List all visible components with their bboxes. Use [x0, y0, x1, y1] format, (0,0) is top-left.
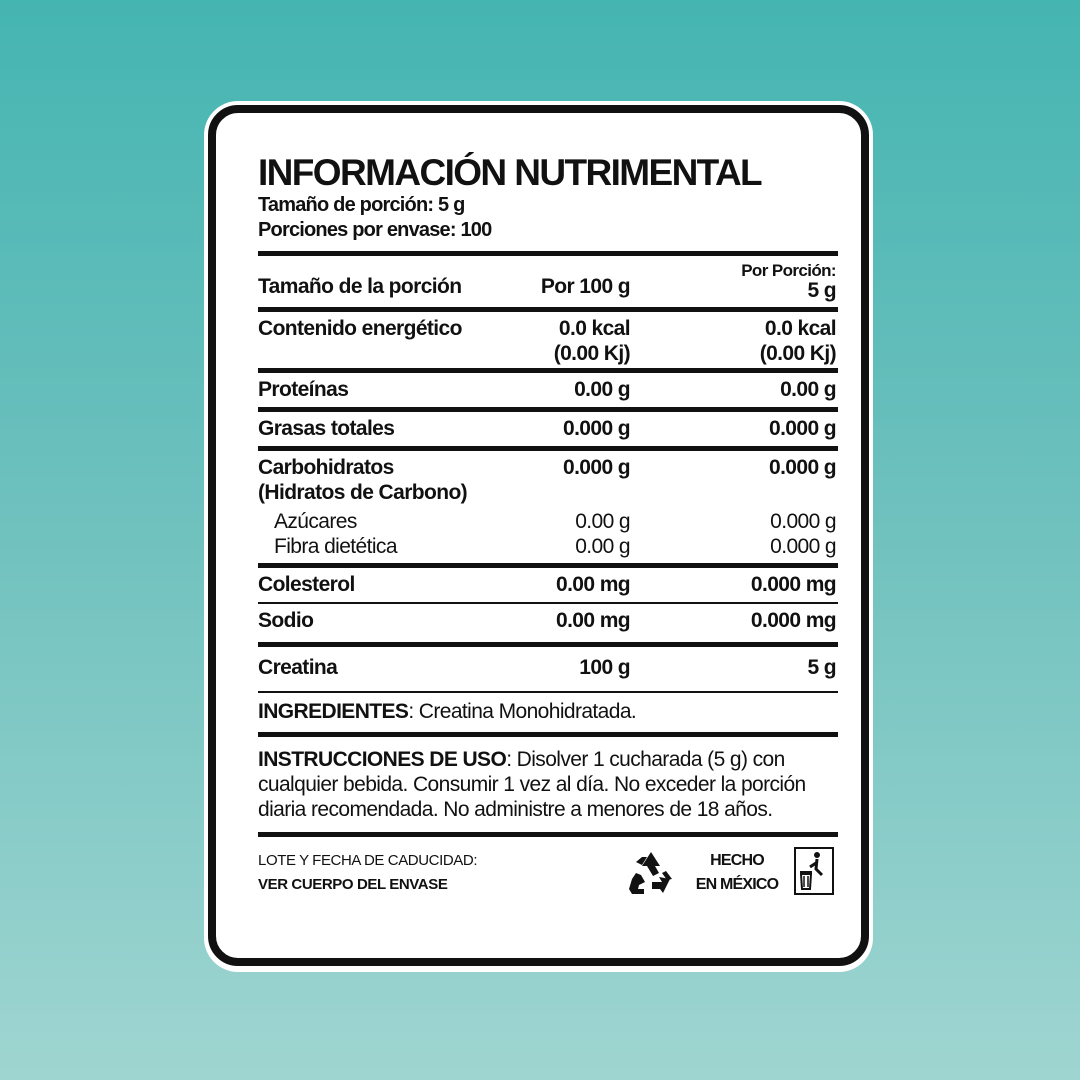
fiber-per-serving: 0.000 g	[770, 535, 836, 558]
carbs-per-serving: 0.000 g	[768, 456, 836, 479]
trash-bin-icon	[794, 847, 834, 895]
lot-info-line2: VER CUERPO DEL ENVASE	[258, 876, 448, 893]
energy-kcal-serving: 0.0 kcal	[764, 317, 836, 340]
carbs-label	[258, 455, 508, 505]
table-row-energy	[258, 312, 838, 368]
servings-per-container: Porciones por envase: 100	[258, 219, 492, 241]
table-row-creatine	[258, 647, 838, 685]
table-row-fats	[258, 412, 838, 446]
instructions-text: : Disolver 1 cucharada (5 g) con cualquier bebida. Consumir 1 vez al día. No exceder la porción diaria recomendada. No administre a menores de 18 años.	[258, 748, 806, 821]
label-title: INFORMACIÓN NUTRIMENTAL	[258, 152, 762, 193]
fats-per-100g: 0.000 g	[562, 417, 630, 440]
ingredients-text: : Creatina Monohidratada.	[408, 700, 637, 723]
header-per-serving-size: 5 g	[807, 279, 836, 302]
sugars-per-serving: 0.000 g	[770, 510, 836, 533]
creatine-per-serving: 5 g	[807, 656, 836, 679]
made-in-line1: HECHO	[710, 852, 764, 869]
ingredients-heading: INGREDIENTES	[258, 700, 409, 723]
instructions	[258, 737, 838, 832]
nutrition-label	[208, 105, 869, 966]
energy-per-100g	[508, 316, 630, 366]
table-row-sodium	[258, 604, 838, 642]
header-label: Tamaño de la porción	[258, 275, 462, 298]
table-row-cholesterol	[258, 568, 838, 602]
label-footer	[258, 849, 838, 929]
proteins-per-serving: 0.00 g	[780, 378, 836, 401]
carbs-main-row	[258, 455, 838, 505]
header-per-serving-label: Por Porción:	[741, 261, 836, 280]
sodium-label: Sodio	[258, 609, 314, 632]
energy-kcal-100g: 0.0 kcal	[558, 317, 630, 340]
label-content	[258, 153, 838, 929]
creatine-label: Creatina	[258, 656, 338, 679]
instructions-heading: INSTRUCCIONES DE USO	[258, 748, 507, 771]
lot-info-line1: LOTE Y FECHA DE CADUCIDAD:	[258, 852, 478, 869]
sugars-label: Azúcares	[274, 510, 357, 533]
fats-per-serving: 0.000 g	[768, 417, 836, 440]
cholesterol-per-100g: 0.00 mg	[555, 573, 630, 596]
header-per-100g: Por 100 g	[540, 275, 630, 298]
fats-label: Grasas totales	[258, 417, 395, 440]
carbs-label-line2: (Hidratos de Carbono)	[258, 481, 468, 504]
energy-kj-serving: (0.00 Kj)	[759, 342, 836, 365]
made-in-line2: EN MÉXICO	[695, 876, 779, 893]
sugars-per-100g: 0.00 g	[575, 510, 630, 533]
ingredients	[258, 693, 838, 732]
sodium-per-serving: 0.000 mg	[750, 609, 836, 632]
energy-label: Contenido energético	[258, 317, 462, 340]
energy-kj-100g: (0.00 Kj)	[553, 342, 630, 365]
cholesterol-label: Colesterol	[258, 573, 355, 596]
proteins-label: Proteínas	[258, 378, 349, 401]
fiber-label: Fibra dietética	[274, 535, 397, 558]
table-row-fiber	[258, 534, 838, 559]
cholesterol-per-serving: 0.000 mg	[750, 573, 836, 596]
made-in-mexico	[682, 849, 792, 897]
table-row-proteins	[258, 373, 838, 407]
table-row-carbs	[258, 451, 838, 563]
proteins-per-100g: 0.00 g	[574, 378, 630, 401]
sodium-per-100g: 0.00 mg	[555, 609, 630, 632]
carbs-per-100g: 0.000 g	[562, 456, 630, 479]
header-per-serving	[630, 261, 836, 301]
recycle-icon	[626, 849, 676, 897]
table-row-sugars	[258, 509, 838, 534]
creatine-per-100g: 100 g	[579, 656, 630, 679]
energy-per-serving	[630, 316, 836, 366]
fiber-per-100g: 0.00 g	[575, 535, 630, 558]
serving-size: Tamaño de porción: 5 g	[258, 194, 465, 216]
table-header-row	[258, 256, 838, 307]
divider	[258, 832, 838, 837]
carbs-label-line1: Carbohidratos	[258, 456, 394, 479]
